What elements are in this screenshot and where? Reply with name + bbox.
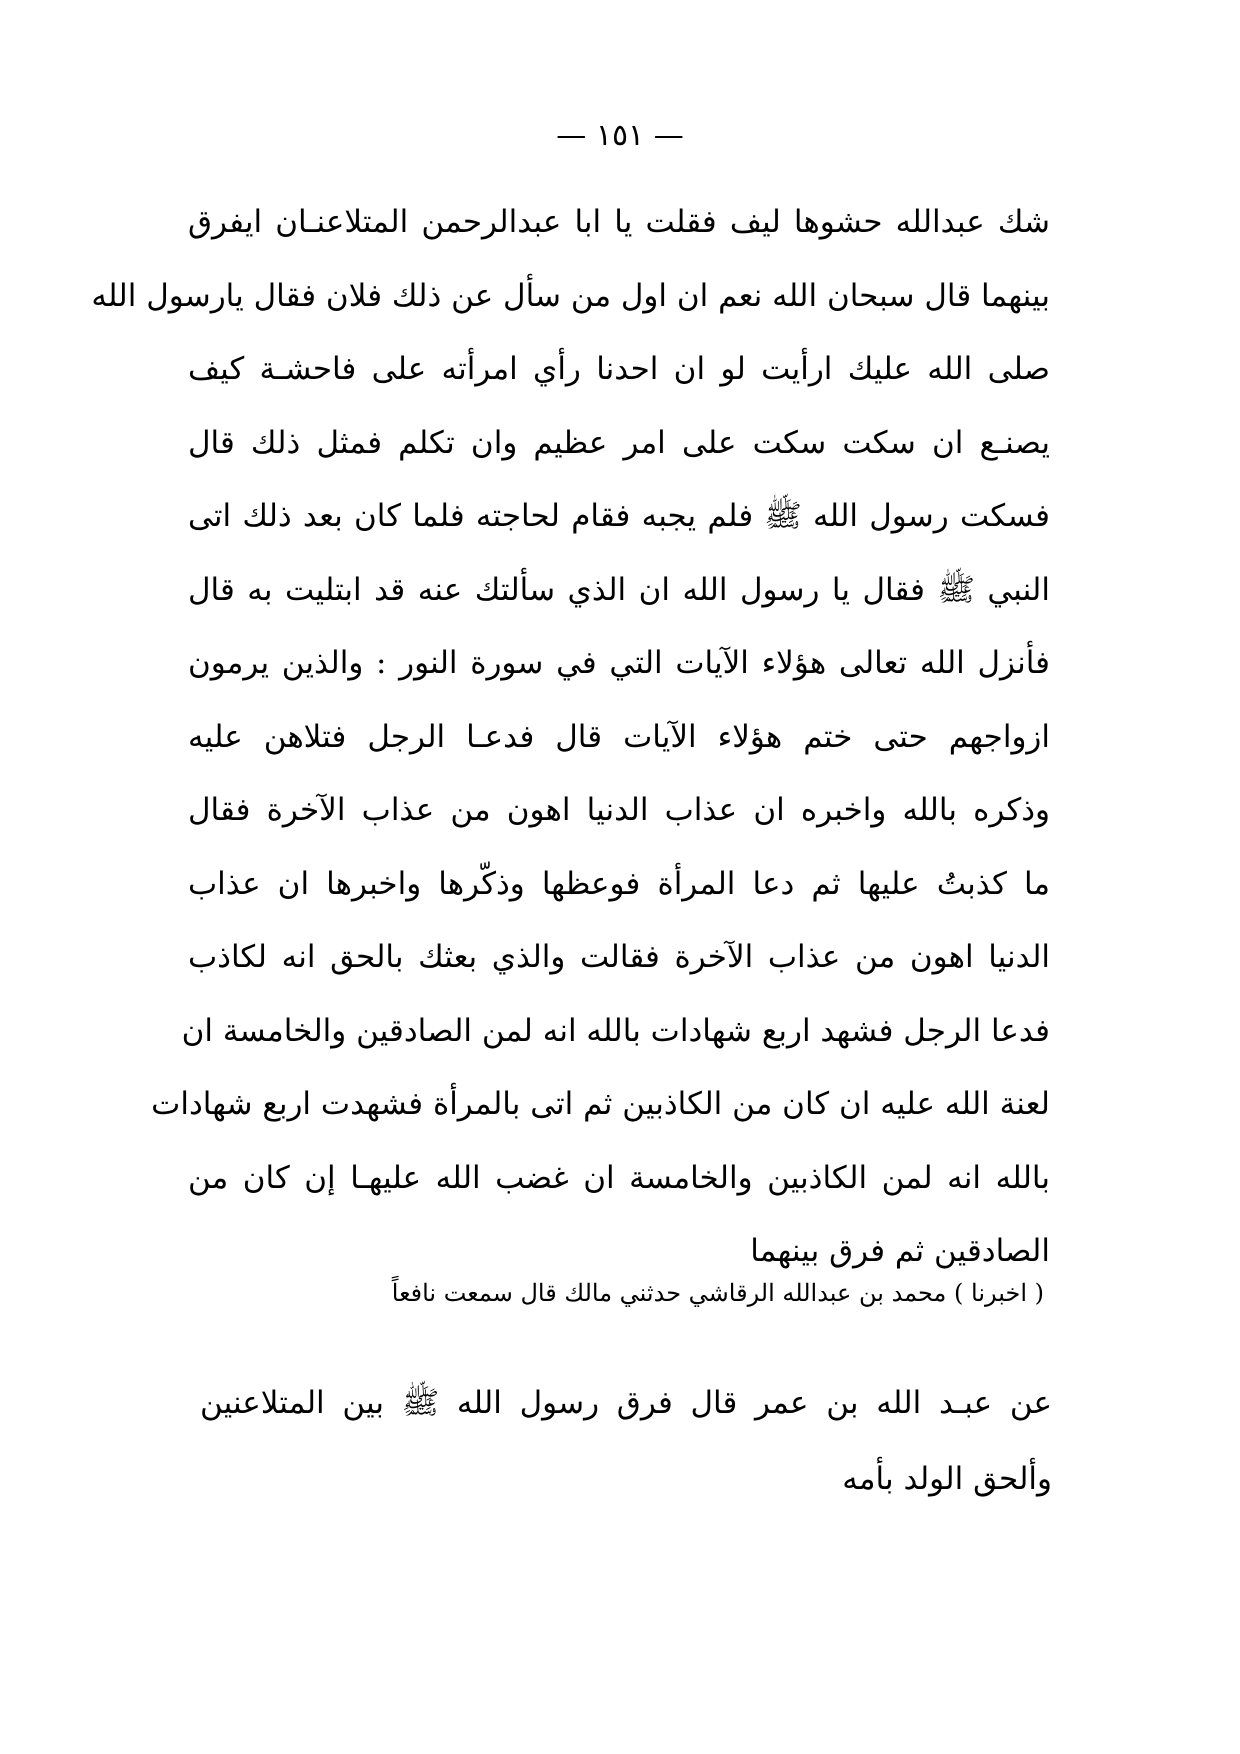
text-line: صلى الله عليك ارأيت لو ان احدنا رأي امرأته على فاحشـة كيف: [188, 351, 1050, 387]
isnad-chain-line: ( اخبرنا ) محمد بن عبدالله الرقاشي حدثني مالك قال سمعت نافعاً: [391, 1279, 1044, 1307]
text-line: الصادقين ثم فرق بينهما: [750, 1233, 1050, 1269]
main-text-block: [91, 186, 1050, 1289]
text-line: الدنيا اهون من عذاب الآخرة فقالت والذي بعثك بالحق انه لكاذب: [188, 939, 1050, 975]
text-line: ازواجهم حتى ختم هؤلاء الآيات قال فدعـا الرجل فتلاهن عليه: [188, 718, 1050, 755]
text-line: فدعا الرجل فشهد اربع شهادات بالله انه لمن الصادقين والخامسة ان: [181, 1012, 1050, 1049]
text-line: شك عبدالله حشوها ليف فقلت يا ابا عبدالرحمن المتلاعنـان ايفرق: [188, 204, 1050, 240]
text-line: بينهما قال سبحان الله نعم ان اول من سأل عن ذلك فلان فقال يارسول الله: [91, 277, 1050, 314]
text-line: ما كذبتُ عليها ثم دعا المرأة فوعظها وذكّرها واخبرها ان عذاب: [188, 865, 1050, 902]
text-line: بالله انه لمن الكاذبين والخامسة ان غضب الله عليهـا إن كان من: [188, 1159, 1050, 1196]
text-line: فسكت رسول الله ﷺ فلم يجبه فقام لحاجته فلما كان بعد ذلك اتى: [188, 498, 1050, 534]
text-line: وألحق الولد بأمه: [842, 1461, 1052, 1497]
text-line: فأنزل الله تعالى هؤلاء الآيات التي في سورة النور : والذين يرمون: [188, 645, 1050, 681]
text-line: وذكره بالله واخبره ان عذاب الدنيا اهون من عذاب الآخرة فقال: [188, 792, 1050, 828]
text-line: يصنـع ان سكت سكت على امر عظيم وان تكلم فمثل ذلك قال: [188, 424, 1050, 461]
hadith-text-block: [200, 1365, 1052, 1517]
page-number: — ١٥١ —: [556, 118, 684, 153]
text-line: عن عبـد الله بن عمر قال فرق رسول الله ﷺ بين المتلاعنين: [200, 1385, 1052, 1421]
text-line: النبي ﷺ فقال يا رسول الله ان الذي سألتك عنه قد ابتليت به قال: [188, 571, 1050, 608]
text-line: لعنة الله عليه ان كان من الكاذبين ثم اتى بالمرأة فشهدت اربع شهادات: [151, 1086, 1050, 1122]
